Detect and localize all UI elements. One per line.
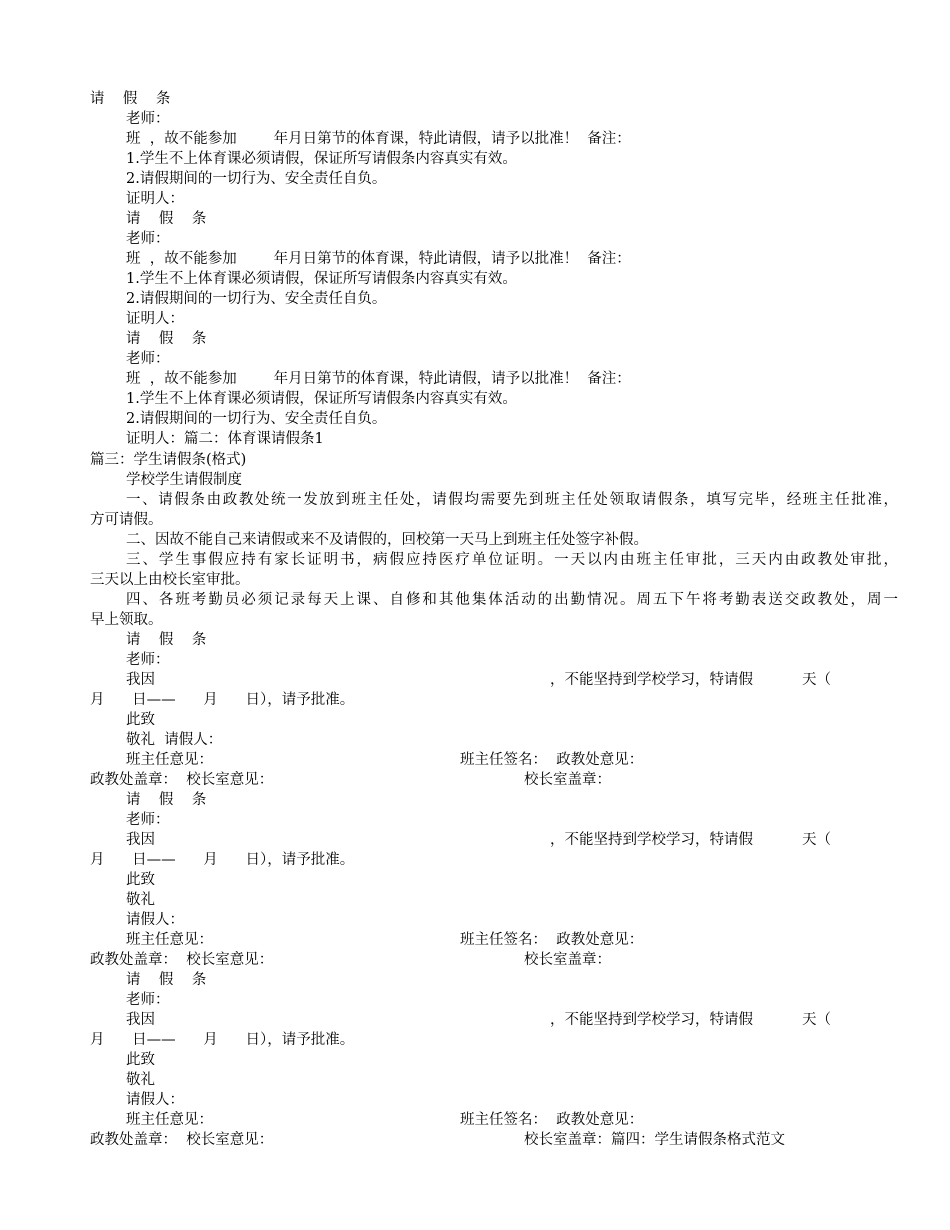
teacher-salutation: 老师：: [126, 992, 170, 1008]
office-seal-principal-opinion: 政教处盖章： 校长室意见：: [90, 772, 274, 788]
head-teacher-opinion: 班主任意见：: [126, 1112, 213, 1128]
days-label: 天（: [802, 1012, 831, 1028]
leave-note-title: 请 假 条: [126, 331, 207, 347]
system-title: 学校学生请假制度: [126, 472, 242, 488]
note-2: 2.请假期间的一切行为、安全责任自负。: [126, 291, 387, 307]
class-line: 班 ，故不能参加 年月日第节的体育课，特此请假，请予以批准！ 备注：: [126, 251, 631, 267]
teacher-salutation: 老师：: [126, 351, 170, 367]
form-title: 请 假 条: [126, 972, 207, 988]
note-2: 2.请假期间的一切行为、安全责任自负。: [126, 171, 387, 187]
leave-note-title: 请 假 条: [90, 91, 171, 107]
note-1: 1.学生不上体育课必须请假，保证所写请假条内容真实有效。: [126, 271, 517, 287]
note-2: 2.请假期间的一切行为、安全责任自负。: [126, 411, 387, 427]
rule-3-line-2: 三天以上由校长室审批。: [90, 572, 250, 588]
class-line: 班 ，故不能参加 年月日第节的体育课，特此请假，请予以批准！ 备注：: [126, 131, 631, 147]
cannot-attend-text: ，不能坚持到学校学习，特请假: [550, 832, 753, 848]
witness-line-part2: 证明人：篇二：体育课请假条1: [126, 431, 324, 447]
date-range-line: 月 日—— 月 日），请予批准。: [90, 692, 355, 708]
leave-note-title: 请 假 条: [126, 211, 207, 227]
teacher-salutation: 老师：: [126, 111, 170, 127]
head-teacher-opinion: 班主任意见：: [126, 932, 213, 948]
teacher-salutation: 老师：: [126, 231, 170, 247]
form-title: 请 假 条: [126, 792, 207, 808]
class-line: 班 ，故不能参加 年月日第节的体育课，特此请假，请予以批准！ 备注：: [126, 371, 631, 387]
form-title: 请 假 条: [126, 632, 207, 648]
principal-seal: 校长室盖章：: [524, 772, 611, 788]
days-label: 天（: [802, 832, 831, 848]
reason-label: 我因: [126, 1012, 155, 1028]
cannot-attend-text: ，不能坚持到学校学习，特请假: [550, 672, 753, 688]
cizhi: 此致: [126, 712, 155, 728]
head-sign-office-opinion: 班主任签名： 政教处意见：: [460, 752, 644, 768]
teacher-salutation: 老师：: [126, 652, 170, 668]
rule-4-line-2: 早上领取。: [90, 612, 163, 628]
requester: 请假人：: [126, 912, 184, 928]
date-range-line: 月 日—— 月 日），请予批准。: [90, 852, 355, 868]
office-seal-principal-opinion: 政教处盖章： 校长室意见：: [90, 952, 274, 968]
rule-1-line-1: 一、请假条由政教处统一发放到班主任处，请假均需要先到班主任处领取请假条，填写完毕，经班主任批准，: [126, 492, 898, 508]
principal-seal-part4: 校长室盖章：篇四：学生请假条格式范文: [524, 1132, 785, 1148]
rule-2: 二、因故不能自己来请假或来不及请假的，回校第一天马上到班主任处签字补假。: [126, 532, 648, 548]
jingli: 敬礼: [126, 892, 155, 908]
cannot-attend-text: ，不能坚持到学校学习，特请假: [550, 1012, 753, 1028]
cizhi: 此致: [126, 872, 155, 888]
part3-heading: 篇三：学生请假条(格式): [90, 452, 247, 468]
rule-3-line-1: 三、学生事假应持有家长证明书，病假应持医疗单位证明。一天以内由班主任审批，三天内由政教处审批，: [126, 552, 898, 568]
head-sign-office-opinion: 班主任签名： 政教处意见：: [460, 932, 644, 948]
cizhi: 此致: [126, 1052, 155, 1068]
head-teacher-opinion: 班主任意见：: [126, 752, 213, 768]
rule-1-line-2: 方可请假。: [90, 512, 163, 528]
office-seal-principal-opinion: 政教处盖章： 校长室意见：: [90, 1132, 274, 1148]
principal-seal: 校长室盖章：: [524, 952, 611, 968]
date-range-line: 月 日—— 月 日），请予批准。: [90, 1032, 355, 1048]
head-sign-office-opinion: 班主任签名： 政教处意见：: [460, 1112, 644, 1128]
jingli-requester: 敬礼 请假人：: [126, 732, 223, 748]
teacher-salutation: 老师：: [126, 812, 170, 828]
witness-line: 证明人：: [126, 311, 184, 327]
requester: 请假人：: [126, 1092, 184, 1108]
jingli: 敬礼: [126, 1072, 155, 1088]
witness-line: 证明人：: [126, 191, 184, 207]
note-1: 1.学生不上体育课必须请假，保证所写请假条内容真实有效。: [126, 151, 517, 167]
reason-label: 我因: [126, 672, 155, 688]
days-label: 天（: [802, 672, 831, 688]
rule-4-line-1: 四、各班考勤员必须记录每天上课、自修和其他集体活动的出勤情况。周五下午将考勤表送交政教处，周一: [126, 592, 898, 608]
note-1: 1.学生不上体育课必须请假，保证所写请假条内容真实有效。: [126, 391, 517, 407]
reason-label: 我因: [126, 832, 155, 848]
